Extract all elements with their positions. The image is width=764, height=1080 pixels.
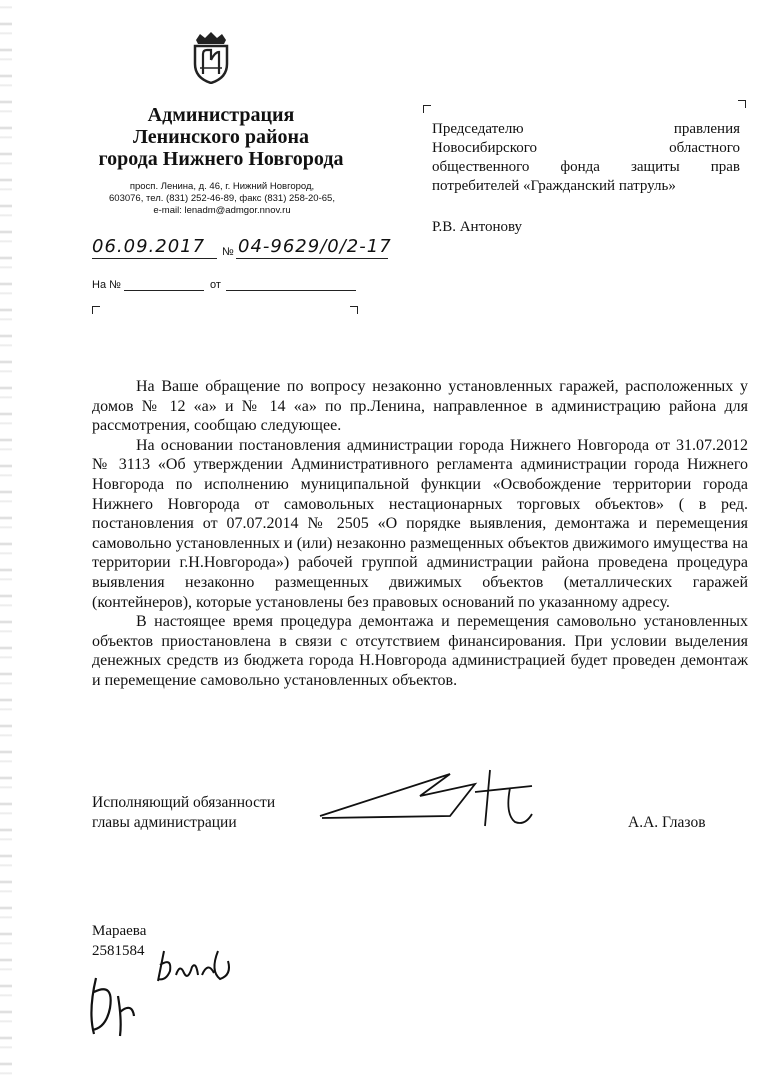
letter-body (92, 377, 748, 691)
reply-from: от (210, 279, 221, 291)
body-paragraph: На Ваше обращение по вопросу незаконно установленных гаражей, расположенных у домов № 12 «а» и № 14 «а» по пр.Ленина, направленное в администрацию района для рассмотрения, сообщаю следующее. (92, 378, 748, 435)
subject-corner-right (350, 306, 358, 314)
contact-phone: 603076, тел. (831) 252-46-89, факс (831) 258-20-65, (109, 193, 335, 204)
signer-title-line: главы администрации (92, 814, 237, 831)
subject-corner-left (92, 306, 100, 314)
date-underline (92, 258, 217, 259)
registration-date: 06.09.2017 (92, 236, 206, 257)
number-sign: № (222, 246, 234, 258)
organization-contacts (86, 181, 358, 217)
scan-edge-artifact (0, 0, 12, 1080)
reply-date-underline (226, 290, 356, 291)
coat-of-arms-icon (190, 30, 232, 84)
organization-name (90, 104, 352, 170)
contact-address: просп. Ленина, д. 46, г. Нижний Новгород, (129, 181, 315, 192)
number-underline (236, 258, 388, 259)
org-line: города Нижнего Новгорода (98, 148, 344, 170)
handwritten-mark (84, 972, 144, 1042)
handwritten-signature (300, 766, 550, 836)
registration-line (92, 232, 392, 266)
recipient-block (432, 120, 740, 196)
signer-name: А.А. Глазов (628, 814, 706, 831)
signer-title (92, 793, 275, 833)
registration-number: 04-9629/0/2-17 (238, 236, 392, 257)
recipient-line: потребителей «Гражданский патруль» (432, 178, 676, 194)
recipient-corner-right (738, 100, 746, 108)
body-paragraph: На основании постановления администрации города Нижнего Новгорода от 31.07.2012 № 3113 «Об утверждении Административного регламента администрации города Нижнего Новгорода по исполнению муниципальной функции «Освобождение территории города Нижнего Новгорода от самовольных нестационарных торговых объектов» ( в ред. постановления от 07.07.2014 № 2505 «О порядке выявления, демонтажа и перемещения самовольно установленных и (или) незаконно размещенных объектов движимого имущества на территории г.Н.Новгорода») рабочей группой администрации района проведена процедура выявления незаконно размещенных движимых объектов (металлических гаражей (контейнеров), которые установлены без правовых оснований по указанному адресу. (92, 436, 748, 611)
reply-number-underline (124, 290, 204, 291)
handwritten-initials (150, 945, 250, 985)
signer-title-line: Исполняющий обязанности (92, 794, 276, 811)
org-line: Ленинского района (132, 126, 310, 148)
executor-phone: 2581584 (92, 943, 145, 959)
recipient-line: общественного фонда защиты прав (432, 159, 740, 175)
org-line: Администрация (147, 104, 295, 126)
recipient-line: Новосибирского областного (432, 140, 740, 156)
executor-name: Мараева (92, 923, 147, 939)
body-paragraph: В настоящее время процедура демонтажа и перемещения самовольно установленных объектов приостановлена в связи с отсутствием финансирования. При условии выделения денежных средств из бюджета города Н.Новгорода администрацией будет проведен демонтаж и перемещение самовольно установленных объектов. (92, 613, 748, 689)
reply-prefix: На № (92, 279, 121, 291)
contact-email: e-mail: lenadm@admgor.nnov.ru (153, 205, 291, 216)
addressee: Р.В. Антонову (432, 219, 523, 235)
recipient-line: Председателю правления (432, 121, 740, 137)
recipient-corner-left (423, 105, 431, 113)
executor-block (92, 921, 146, 961)
